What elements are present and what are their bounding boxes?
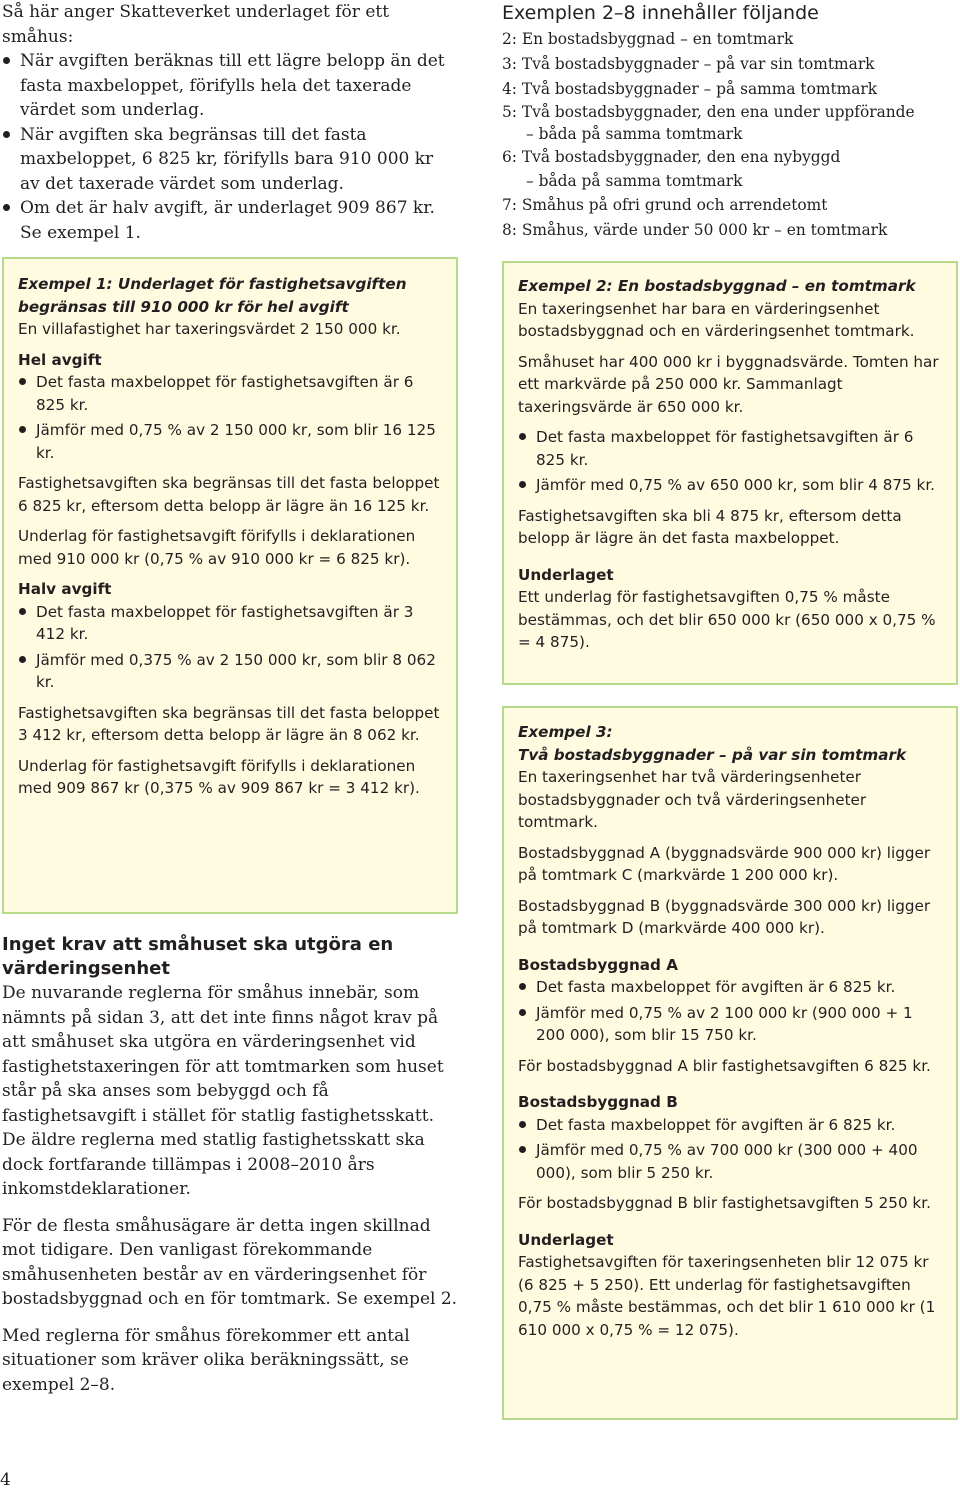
example-2-title: Exempel 2: En bostadsbyggnad – en tomtmark <box>518 277 916 295</box>
building-a-bullet: Det fasta maxbeloppet för avgiften är 6 825 kr. <box>518 976 946 999</box>
example-2-paragraph-3: Fastighetsavgiften ska bli 4 875 kr, eftersom detta belopp är lägre än det fasta maxbeloppet. <box>518 506 902 547</box>
examples-list-item: 4: Två bostadsbyggnader – på samma tomtmark <box>502 79 878 98</box>
examples-list-item: 8: Småhus, värde under 50 000 kr – en tomtmark <box>502 221 888 240</box>
building-a-bullet: Jämför med 0,75 % av 2 100 000 kr (900 000 + 1 200 000), som blir 15 750 kr. <box>518 1002 946 1047</box>
example-2-bullet: Det fasta maxbeloppet för fastighetsavgiften är 6 825 kr. <box>518 426 946 471</box>
section-paragraph-3: Med reglerna för småhus förekommer ett antal situationer som kräver olika beräkningssätt, se exempel 2–8. <box>2 1325 410 1395</box>
example-3-title-line2: Två bostadsbyggnader – på var sin tomtmark <box>518 745 907 764</box>
intro-bullet: Om det är halv avgift, är underlaget 909 867 kr. Se exempel 1. <box>2 196 454 245</box>
halv-bullet: Det fasta maxbeloppet för fastighetsavgiften är 3 412 kr. <box>18 601 444 646</box>
example-2-bullet: Jämför med 0,75 % av 650 000 kr, som blir 4 875 kr. <box>518 474 946 497</box>
halv-avgift-heading: Halv avgift <box>18 580 112 598</box>
examples-list-item: 3: Två bostadsbyggnader – på var sin tomtmark <box>502 54 875 73</box>
section-heading: Inget krav att småhuset ska utgöra en värderingsenhet <box>2 934 394 979</box>
section-paragraph-2: För de flesta småhusägare är detta ingen skillnad mot tidigare. Den vanligast förekommande småhusenheten består av en värderingsenhet för bostadsbyggnad och en för tomtmark. Se exempel 2. <box>2 1215 458 1309</box>
halv-bullet: Jämför med 0,375 % av 2 150 000 kr, som blir 8 062 kr. <box>18 649 444 694</box>
page-number: 4 <box>0 1470 11 1490</box>
example-3-underlag-paragraph: Fastighetsavgiften för taxeringsenheten blir 12 075 kr (6 825 + 5 250). Ett underlag för fastighetsavgiften 0,75 % måste bestämmas, och det blir 1 610 000 kr (1 610 000 x 0,75 % = 12 075). <box>518 1253 936 1339</box>
hel-bullet: Jämför med 0,75 % av 2 150 000 kr, som blir 16 125 kr. <box>18 419 444 464</box>
hel-bullet: Det fasta maxbeloppet för fastighetsavgiften är 6 825 kr. <box>18 371 444 416</box>
section-paragraph-1: De nuvarande reglerna för småhus innebär, som nämnts på sidan 3, att det inte finns något krav på att småhuset ska utgöra en värderingsenhet vid fastighetstaxeringen för att tomtmarken som huset står på ska anses som bebyggd och få fastighetsavgift i stället för statlig fastighetsskatt. De äldre reglerna med statlig fastighetsskatt ska dock fortfarande tillämpas i 2008–2010 års inkomstdeklarationer. <box>2 983 444 1199</box>
example-2-paragraph-1: En taxeringsenhet har bara en värderingsenhet bostadsbyggnad och en värderingsenhet tomtmark. <box>518 299 915 340</box>
example-2-paragraph-2: Småhuset har 400 000 kr i byggnadsvärde. Tomten har ett markvärde på 250 000 kr. Sammanlagt taxeringsvärde är 650 000 kr. <box>518 352 939 416</box>
building-b-paragraph: För bostadsbyggnad B blir fastighetsavgiften 5 250 kr. <box>518 1194 931 1212</box>
building-a-bullets <box>518 976 946 1047</box>
example-1-intro: En villafastighet har taxeringsvärdet 2 150 000 kr. <box>18 320 401 338</box>
intro-bullet-list <box>2 49 454 245</box>
example-2-box <box>502 261 958 685</box>
example-3-title-line1: Exempel 3: <box>518 723 613 741</box>
halv-paragraph-2: Underlag för fastighetsavgift förifylls i deklarationen med 909 867 kr (0,375 % av 909 867 kr = 3 412 kr). <box>18 756 420 797</box>
examples-list-item: 6: Två bostadsbyggnader, den ena nybyggd <box>502 148 841 167</box>
building-b-bullets <box>518 1114 946 1185</box>
section-no-requirement <box>2 933 458 1397</box>
example-3-paragraph-3: Bostadsbyggnad B (byggnadsvärde 300 000 kr) ligger på tomtmark D (markvärde 400 000 kr). <box>518 896 931 937</box>
building-b-heading: Bostadsbyggnad B <box>518 1093 678 1111</box>
example-2-underlag-heading: Underlaget <box>518 565 614 584</box>
left-intro-block <box>2 0 454 245</box>
building-b-bullet: Det fasta maxbeloppet för avgiften är 6 825 kr. <box>518 1114 946 1137</box>
example-1-title: Exempel 1: Underlaget för fastighetsavgiften begränsas till 910 000 kr för hel avgift <box>18 275 407 316</box>
intro-text: Så här anger Skatteverket underlaget för ett småhus: <box>2 2 390 47</box>
examples-list-item: 7: Småhus på ofri grund och arrendetomt <box>502 196 828 215</box>
examples-list-item: – båda på samma tomtmark <box>526 125 743 144</box>
example-3-paragraph-1: En taxeringsenhet har två värderingsenheter bostadsbyggnader och två värderingsenheter tomtmark. <box>518 768 867 831</box>
building-a-paragraph: För bostadsbyggnad A blir fastighetsavgiften 6 825 kr. <box>518 1056 931 1075</box>
halv-avgift-bullets <box>18 601 444 694</box>
example-1-box <box>2 257 458 914</box>
hel-paragraph-1: Fastighetsavgiften ska begränsas till det fasta beloppet 6 825 kr, eftersom detta belopp är lägre än 16 125 kr. <box>18 474 440 515</box>
intro-bullet: När avgiften ska begränsas till det fasta maxbeloppet, 6 825 kr, förifylls bara 910 000 kr av det taxerade värdet som underlag. <box>2 123 454 197</box>
examples-list-heading: Exemplen 2–8 innehåller följande <box>502 2 819 24</box>
examples-list <box>502 27 958 243</box>
examples-list-block <box>502 0 958 243</box>
example-3-underlag-heading: Underlaget <box>518 1230 614 1249</box>
example-2-paragraph-4: Ett underlag för fastighetsavgiften 0,75 % måste bestämmas, och det blir 650 000 kr (650 000 x 0,75 % = 4 875). <box>518 588 936 651</box>
hel-avgift-heading: Hel avgift <box>18 350 102 369</box>
example-3-box <box>502 706 958 1420</box>
intro-bullet: När avgiften beräknas till ett lägre belopp än det fasta maxbeloppet, förifylls hela det taxerade värdet som underlag. <box>2 49 454 123</box>
halv-paragraph-1: Fastighetsavgiften ska begränsas till det fasta beloppet 3 412 kr, eftersom detta belopp är lägre än 8 062 kr. <box>18 703 440 744</box>
examples-list-item: 5: Två bostadsbyggnader, den ena under uppförande <box>502 103 915 122</box>
building-b-bullet: Jämför med 0,75 % av 700 000 kr (300 000 + 400 000), som blir 5 250 kr. <box>518 1139 946 1184</box>
examples-list-item: 2: En bostadsbyggnad – en tomtmark <box>502 30 794 48</box>
examples-list-item: – båda på samma tomtmark <box>526 172 743 191</box>
example-3-paragraph-2: Bostadsbyggnad A (byggnadsvärde 900 000 kr) ligger på tomtmark C (markvärde 1 200 000 kr). <box>518 843 931 884</box>
example-2-bullets <box>518 426 946 497</box>
hel-paragraph-2: Underlag för fastighetsavgift förifylls i deklarationen med 910 000 kr (0,75 % av 910 000 kr = 6 825 kr). <box>18 527 416 568</box>
hel-avgift-bullets <box>18 371 444 464</box>
building-a-heading: Bostadsbyggnad A <box>518 955 678 974</box>
